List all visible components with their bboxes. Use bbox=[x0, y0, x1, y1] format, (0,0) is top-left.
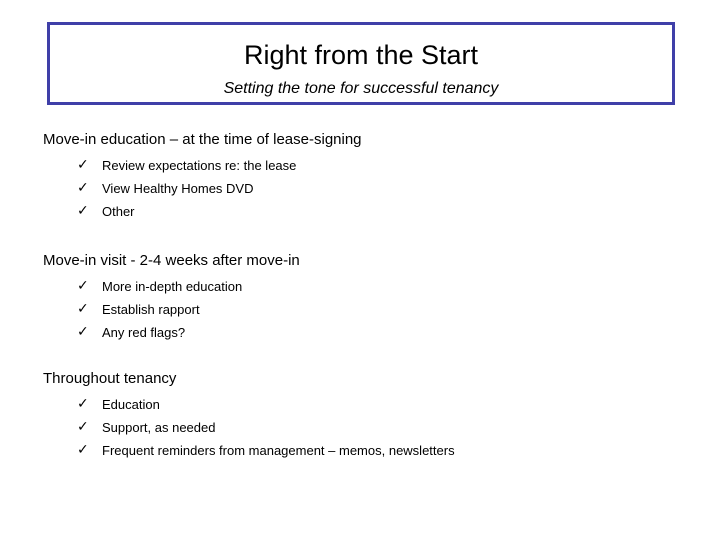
list-item-text: Support, as needed bbox=[102, 420, 216, 435]
list-item bbox=[77, 275, 703, 298]
list-item-text: Education bbox=[102, 397, 160, 412]
checkmark-icon: ✓ bbox=[77, 157, 89, 173]
title-box bbox=[47, 22, 675, 105]
bullet-list bbox=[43, 154, 703, 223]
list-item bbox=[77, 177, 703, 200]
list-item-text: More in-depth education bbox=[102, 279, 243, 294]
checkmark-icon: ✓ bbox=[77, 278, 89, 294]
checkmark-icon: ✓ bbox=[77, 301, 89, 317]
list-item-text: Any red flags? bbox=[102, 325, 186, 340]
slide-title: Right from the Start bbox=[243, 40, 479, 70]
list-item-text: View Healthy Homes DVD bbox=[102, 181, 254, 196]
section-heading: Move-in education – at the time of lease-signing bbox=[43, 131, 362, 148]
list-item bbox=[77, 200, 703, 223]
checkmark-icon: ✓ bbox=[77, 324, 89, 340]
list-item bbox=[77, 439, 703, 462]
bullet-list bbox=[43, 393, 703, 462]
checkmark-icon: ✓ bbox=[77, 396, 89, 412]
checkmark-icon: ✓ bbox=[77, 442, 89, 458]
section-heading: Move-in visit - 2-4 weeks after move-in bbox=[43, 252, 300, 269]
checkmark-icon: ✓ bbox=[77, 419, 89, 435]
bullet-list bbox=[43, 275, 703, 344]
checkmark-icon: ✓ bbox=[77, 203, 89, 219]
list-item-text: Establish rapport bbox=[102, 302, 200, 317]
slide-subtitle: Setting the tone for successful tenancy bbox=[223, 80, 499, 97]
list-item-text: Review expectations re: the lease bbox=[102, 158, 297, 173]
list-item-text: Frequent reminders from management – memos, newsletters bbox=[102, 443, 455, 458]
section-throughout-tenancy bbox=[43, 369, 703, 462]
list-item bbox=[77, 321, 703, 344]
list-item bbox=[77, 298, 703, 321]
section-move-in-education bbox=[43, 130, 703, 223]
list-item bbox=[77, 393, 703, 416]
list-item bbox=[77, 416, 703, 439]
list-item bbox=[77, 154, 703, 177]
list-item-text: Other bbox=[102, 204, 135, 219]
section-move-in-visit bbox=[43, 251, 703, 344]
section-heading: Throughout tenancy bbox=[43, 370, 177, 387]
checkmark-icon: ✓ bbox=[77, 180, 89, 196]
